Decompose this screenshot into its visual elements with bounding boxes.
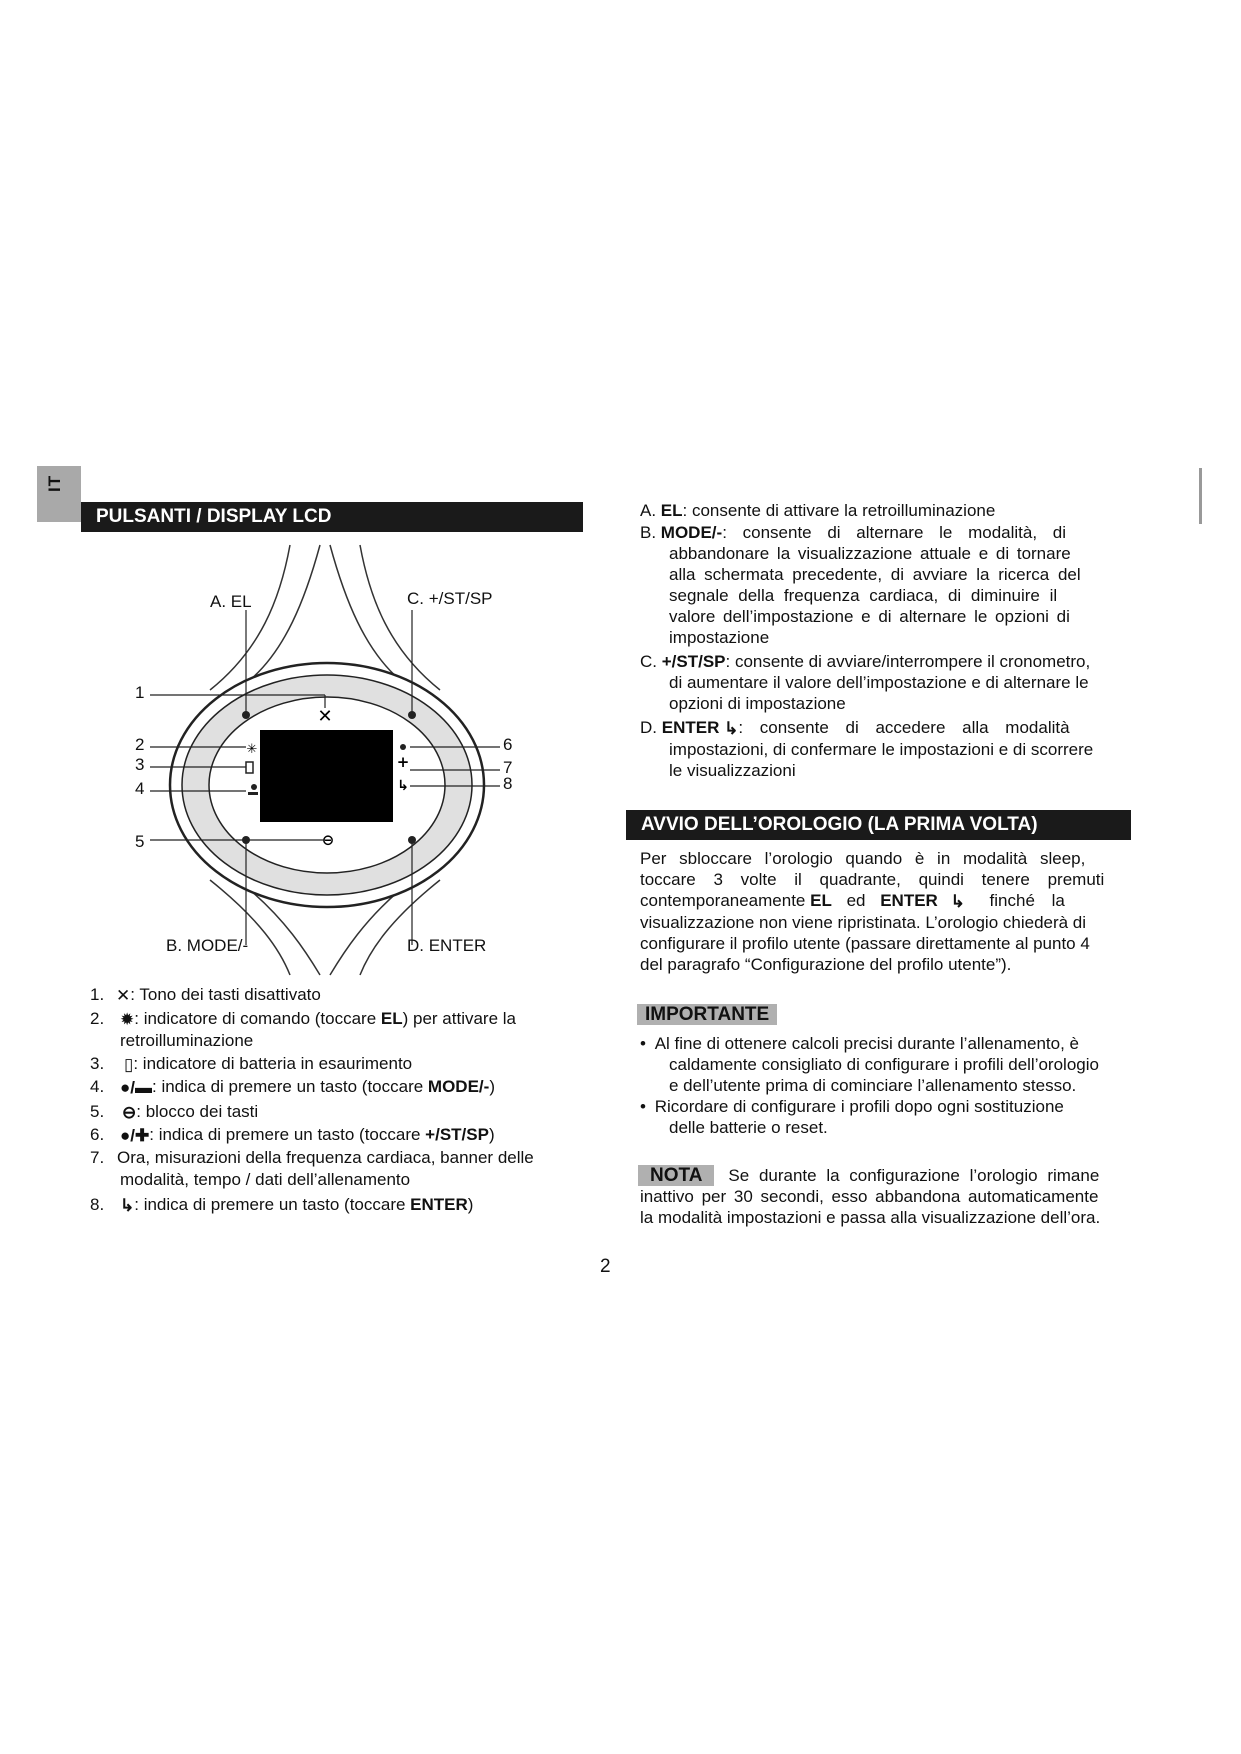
important-bullet-2: • Ricordare di configurare i profili dopo ogni sostituzione delle batterie o reset. bbox=[640, 1097, 1064, 1137]
section-header-buttons: PULSANTI / DISPLAY LCD bbox=[81, 502, 583, 532]
startup-paragraph: Per sbloccare l’orologio quando è in modalità sleep, toccare 3 volte il quadrante, quindi tenere premuti contemporaneamente EL ed ENTER ↳ finché la visualizzazione non viene ripristinata. L’orologio chiederà di configurare il profilo utente (passare direttamente al punto 4 del paragrafo “Configurazione del profilo utente”). bbox=[640, 849, 1105, 975]
mute-icon: ✕ bbox=[116, 985, 131, 1005]
callout-2: 2 bbox=[135, 735, 145, 754]
important-bullet-1: • Al fine di ottenere calcoli precisi durante l’allenamento, è caldamente consigliato di configurare i profili dell’orologio e dell’utente prima di cominciare l’allenamento stesso. bbox=[640, 1034, 1099, 1095]
button-descriptions bbox=[640, 500, 1125, 781]
nota-label: NOTA bbox=[638, 1165, 714, 1186]
enter-arrow-icon: ↳ bbox=[950, 892, 965, 912]
legend-list: 1. ✕: Tono dei tasti disattivato 2. ✹: indicatore di comando (toccare EL) per attivare la retroilluminazione 3. ▯: indicatore di batteria in esaurimento 4. ●/▬: indica di premere un tasto (toccare MODE/-) 5. ⊖: blocco dei tasti 6. ●/✚: indica di premere un tasto (toccare +/ST/SP) 7. Ora, misurazioni della frequenza cardiaca, banner delle modalità, tempo / dati dell’allenamento 8. ↳: indica di premere un tasto (toccare ENTER) bbox=[90, 985, 534, 1215]
button-desc-a: A. EL: consente di attivare la retroilluminazione bbox=[640, 501, 996, 520]
callout-7: 7 bbox=[503, 758, 513, 777]
label-a-el: A. EL bbox=[210, 592, 252, 611]
svg-text:⊖: ⊖ bbox=[321, 831, 335, 849]
language-tab bbox=[37, 466, 81, 522]
svg-text:✕: ✕ bbox=[317, 706, 333, 727]
important-bullets bbox=[640, 1033, 1140, 1138]
label-c-stsp: C. +/ST/SP bbox=[407, 589, 493, 608]
callout-3: 3 bbox=[135, 755, 145, 774]
button-desc-b: B. MODE/-: consente di alternare le modalità, di abbandonare la visualizzazione attuale e di tornare alla schermata precedente, di avviare la ricerca del segnale della frequenza cardiaca, di diminuire il valore dell’impostazione e di alternare le opzioni di impostazione bbox=[640, 523, 1081, 647]
callout-4: 4 bbox=[135, 779, 145, 798]
section-header-startup: AVVIO DELL’OROLOGIO (LA PRIMA VOLTA) bbox=[626, 810, 1131, 840]
svg-text:+: + bbox=[396, 753, 410, 771]
callout-5: 5 bbox=[135, 832, 145, 851]
enter-arrow-icon: ↳ bbox=[724, 719, 739, 739]
dot-plus-icon: ●/✚ bbox=[120, 1125, 150, 1145]
dot-minus-icon: ●/▬ bbox=[120, 1077, 152, 1097]
callout-6: 6 bbox=[503, 735, 513, 754]
callout-1: 1 bbox=[135, 683, 145, 702]
enter-arrow-icon: ↳ bbox=[120, 1195, 135, 1215]
lock-icon: ⊖ bbox=[122, 1102, 137, 1122]
battery-icon: ▯ bbox=[124, 1054, 134, 1074]
button-desc-c: C. +/ST/SP: consente di avviare/interrompere il cronometro, di aumentare il valore dell’impostazione e di alternare le opzioni di impostazione bbox=[640, 652, 1091, 713]
button-desc-d: D. ENTER ↳: consente di accedere alla modalità impostazioni, di confermare le impostazioni e di scorrere le visualizzazioni bbox=[640, 718, 1094, 781]
svg-text:✳: ✳ bbox=[246, 742, 258, 757]
label-b-mode: B. MODE/- bbox=[166, 936, 249, 955]
nota-paragraph: NOTA Se durante la configurazione l’orologio rimane inattivo per 30 secondi, esso abbandona automaticamente la modalità impostazioni e passa alla visualizzazione dell’ora. bbox=[640, 1165, 1101, 1227]
important-label: IMPORTANTE bbox=[637, 1004, 777, 1026]
page-edge-mark bbox=[1199, 468, 1202, 524]
page-number: 2 bbox=[600, 1256, 611, 1277]
callout-8: 8 bbox=[503, 774, 513, 793]
svg-text:↳: ↳ bbox=[397, 778, 409, 794]
backlight-icon: ✹ bbox=[120, 1009, 135, 1029]
label-d-enter: D. ENTER bbox=[407, 936, 487, 955]
language-tab-label: IT bbox=[45, 474, 64, 492]
